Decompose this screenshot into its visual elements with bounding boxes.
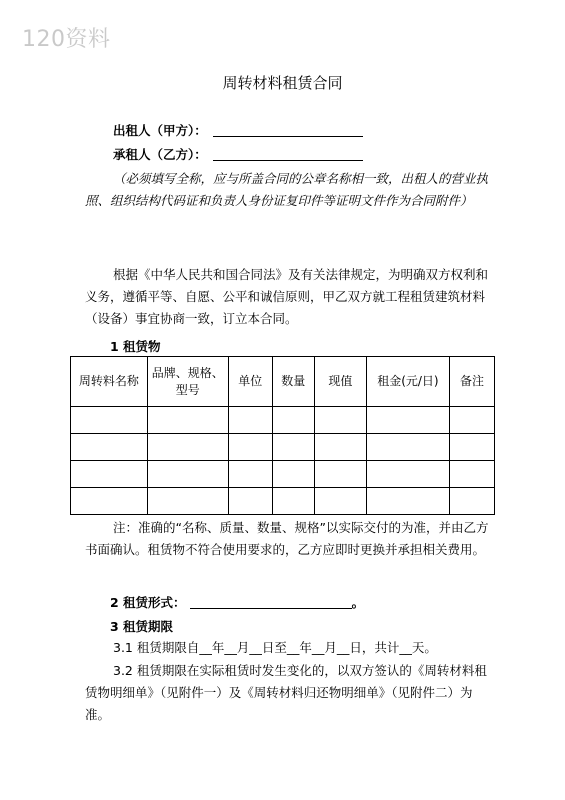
table-cell[interactable]	[449, 461, 494, 488]
table-cell[interactable]	[147, 407, 228, 434]
clause-3-1: 3.1 租赁期限自__年__月__日至__年__月__日，共计__天。	[113, 640, 437, 655]
clause-3-2-text: 3.2 租赁期限在实际租赁时发生变化的，以双方签认的《周转材料租赁物明细单》（见附件一）及《周转材料归还物明细单》（见附件二）为准。	[85, 663, 487, 722]
section-heading-2	[110, 593, 364, 611]
table-cell[interactable]	[71, 461, 148, 488]
table-cell[interactable]	[366, 488, 449, 515]
section2-end: 。	[351, 595, 365, 610]
table-cell[interactable]	[272, 461, 314, 488]
legal-basis-paragraph	[85, 264, 495, 330]
table-cell[interactable]	[314, 488, 366, 515]
table-cell[interactable]	[314, 407, 366, 434]
rental-form-blank[interactable]	[190, 595, 352, 609]
table-cell[interactable]	[449, 488, 494, 515]
table-row	[71, 434, 495, 461]
lessee-label: 承租人（乙方）：	[113, 147, 207, 162]
table-row	[71, 407, 495, 434]
remark-text: 注：准确的“名称、质量、数量、规格”以实际交付的为准，并由乙方书面确认。租赁物不符合使用要求的，乙方应即时更换并承担相关费用。	[85, 520, 489, 557]
table-cell[interactable]	[228, 461, 272, 488]
section2-label: 2 租赁形式：	[110, 595, 186, 610]
col-header-unit: 单位	[228, 357, 272, 407]
table-cell[interactable]	[366, 407, 449, 434]
remark-paragraph	[85, 517, 495, 561]
col-header-remark: 备注	[449, 357, 494, 407]
col-header-rent: 租金(元/日)	[366, 357, 449, 407]
table-cell[interactable]	[272, 488, 314, 515]
fill-instruction-note	[85, 168, 495, 212]
table-cell[interactable]	[228, 434, 272, 461]
table-row	[71, 488, 495, 515]
lessee-blank[interactable]	[213, 147, 363, 161]
table-cell[interactable]	[272, 407, 314, 434]
basis-text: 根据《中华人民共和国合同法》及有关法律规定，为明确双方权利和义务，遵循平等、自愿、公平和诚信原则，甲乙双方就工程租赁建筑材料（设备）事宜协商一致，订立本合同。	[85, 267, 489, 326]
table-cell[interactable]	[71, 488, 148, 515]
table-cell[interactable]	[314, 434, 366, 461]
lessor-line	[113, 121, 363, 139]
col-header-spec: 品牌、规格、型号	[147, 357, 228, 407]
note-text: （必须填写全称，应与所盖合同的公章名称相一致，出租人的营业执照、组织结构代码证和负责人身份证复印件等证明文件作为合同附件）	[85, 171, 489, 208]
lessor-blank[interactable]	[213, 123, 363, 137]
rental-items-table	[70, 356, 495, 515]
table-cell[interactable]	[71, 407, 148, 434]
table-cell[interactable]	[147, 434, 228, 461]
table-cell[interactable]	[228, 407, 272, 434]
table-cell[interactable]	[366, 461, 449, 488]
document-title: 周转材料租赁合同	[222, 74, 343, 92]
watermark: 120资料	[22, 27, 111, 52]
col-header-qty: 数量	[272, 357, 314, 407]
table-cell[interactable]	[449, 407, 494, 434]
table-cell[interactable]	[314, 461, 366, 488]
clause-3-2	[85, 660, 495, 726]
lessor-label: 出租人（甲方）：	[113, 123, 207, 138]
lessee-line	[113, 145, 363, 163]
section-heading-3: 3 租赁期限	[110, 619, 174, 634]
table-cell[interactable]	[366, 434, 449, 461]
table-cell[interactable]	[449, 434, 494, 461]
table-cell[interactable]	[147, 488, 228, 515]
col-header-value: 现值	[314, 357, 366, 407]
section-heading-1: 1 租赁物	[110, 339, 161, 354]
table-cell[interactable]	[147, 461, 228, 488]
table-header-row	[71, 357, 495, 407]
table-cell[interactable]	[228, 488, 272, 515]
table-cell[interactable]	[272, 434, 314, 461]
table-cell[interactable]	[71, 434, 148, 461]
table-row	[71, 461, 495, 488]
col-header-name: 周转料名称	[71, 357, 148, 407]
